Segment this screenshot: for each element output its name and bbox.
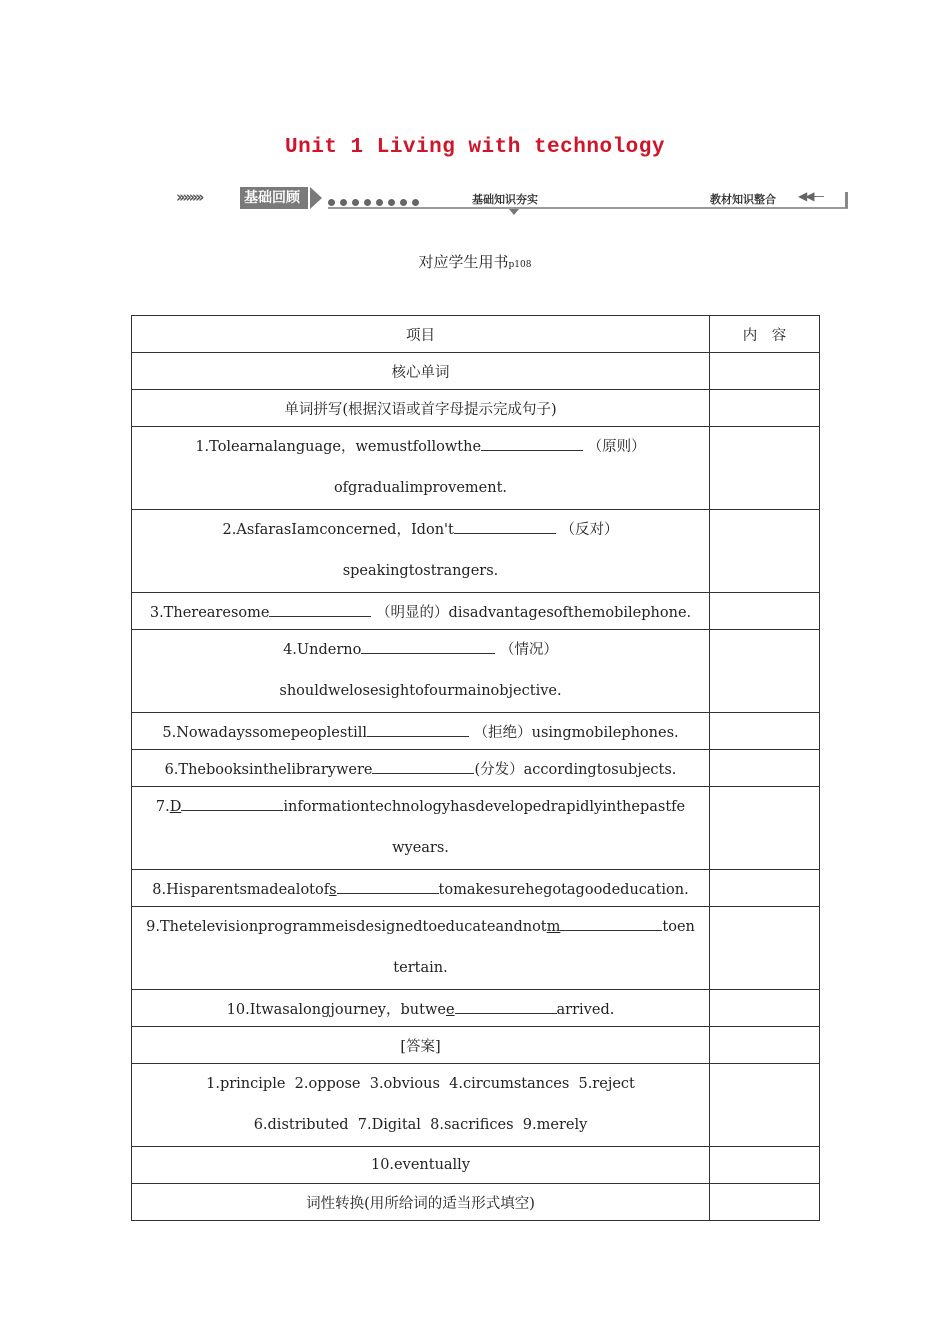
answer-blank: [455, 999, 557, 1014]
answer-blank: [337, 879, 439, 894]
question-text-line2: shouldwelosesightofourmainobjective.: [279, 683, 562, 699]
question-text: 8.Hisparentsmadealotof: [152, 881, 330, 898]
content-cell: [710, 907, 820, 990]
answers-row: [132, 1147, 820, 1184]
subsection-spelling: 单词拼写(根据汉语或首字母提示完成句子): [132, 390, 710, 427]
banner-end-bar: [845, 192, 848, 208]
subsection-row: [132, 390, 820, 427]
question-6: [132, 750, 710, 787]
content-cell: [710, 390, 820, 427]
banner-middle-label: 基础知识夯实: [472, 193, 538, 206]
reference-page: p108: [508, 260, 532, 270]
answer-blank: [560, 916, 662, 931]
answer-label-row: [132, 1027, 820, 1064]
question-text: 5.Nowadayssomepeoplestill: [162, 724, 368, 741]
content-cell: [710, 1184, 820, 1221]
table-header-row: [132, 316, 820, 353]
content-cell: [710, 870, 820, 907]
question-hint: （拒绝）usingmobilephones.: [473, 724, 679, 741]
answer-blank: [372, 759, 474, 774]
content-cell: [710, 1027, 820, 1064]
header-content: 内 容: [710, 316, 820, 353]
question-9: [132, 907, 710, 990]
table-row: [132, 713, 820, 750]
question-text: 2.AsfarasIamconcerned，Idon't: [222, 522, 454, 538]
double-arrow-icon: ››››››››: [176, 188, 202, 206]
book-reference: [0, 251, 950, 272]
content-cell: [710, 510, 820, 593]
question-text-rest: informationtechnologyhasdevelopedrapidlyinthepastfe: [283, 799, 686, 815]
caret-down-icon: [509, 209, 519, 215]
answers-row: [132, 1064, 820, 1147]
reference-text: 对应学生用书: [418, 253, 509, 271]
section-tag: 基础回顾: [240, 187, 308, 209]
question-text-rest: toen: [662, 919, 695, 935]
question-text-line2: tertain.: [393, 960, 448, 976]
table-row: [132, 630, 820, 713]
question-hint: （情况）: [499, 642, 558, 658]
content-cell: [710, 427, 820, 510]
table-row: [132, 870, 820, 907]
answer-blank: [181, 796, 283, 811]
question-text: 10.Itwasalongjourney，butwe: [226, 1001, 446, 1018]
page-title: Unit 1 Living with technology: [285, 136, 665, 159]
initial-letter: D: [169, 799, 182, 815]
question-text: 9.Thetelevisionprogrammeisdesignedtoeducateandnot: [146, 919, 547, 935]
content-cell: [710, 1064, 820, 1147]
table-row: [132, 593, 820, 630]
subsection-word-forms: 词性转换(用所给词的适当形式填空): [132, 1184, 710, 1221]
answers-line-2: 6.distributed 7.Digital 8.sacrifices 9.merely: [253, 1117, 588, 1133]
question-text: 7.: [155, 799, 170, 815]
subsection-row: [132, 1184, 820, 1221]
table-row: [132, 750, 820, 787]
banner-right-label: 教材知识整合: [710, 193, 776, 206]
initial-letter: e: [445, 1001, 455, 1018]
question-text-line2: speakingtostrangers.: [342, 563, 499, 579]
question-3: [132, 593, 710, 630]
table-row: [132, 510, 820, 593]
question-2: [132, 510, 710, 593]
question-hint: （原则）: [587, 439, 646, 455]
answer-blank: [361, 639, 495, 654]
left-arrow-icon: ◀◀—: [798, 189, 823, 203]
question-text-line2: ofgradualimprovement.: [333, 480, 508, 496]
content-cell: [710, 787, 820, 870]
answer-label: [答案]: [132, 1027, 710, 1064]
question-7: [132, 787, 710, 870]
content-cell: [710, 750, 820, 787]
question-10: [132, 990, 710, 1027]
question-text-rest: arrived.: [556, 1001, 615, 1018]
answers-line-1: 1.principle 2.oppose 3.obvious 4.circumstances 5.reject: [206, 1076, 635, 1092]
banner-divider: [328, 207, 848, 209]
table-row: [132, 427, 820, 510]
question-text: 3.Therearesome: [149, 604, 270, 621]
question-text-line2: wyears.: [392, 840, 449, 856]
question-hint: (分发）accordingtosubjects.: [474, 761, 677, 778]
tag-arrow-icon: [310, 187, 322, 209]
question-text: 6.Thebooksinthelibrarywere: [164, 761, 373, 778]
question-1: [132, 427, 710, 510]
question-5: [132, 713, 710, 750]
initial-letter: s: [329, 881, 337, 898]
table-row: [132, 787, 820, 870]
answer-blank: [454, 519, 556, 534]
question-text: 4.Underno: [283, 642, 362, 658]
content-cell: [710, 713, 820, 750]
question-hint: （反对）: [560, 522, 619, 538]
question-hint: （明显的）disadvantagesofthemobilephone.: [376, 604, 692, 621]
content-cell: [710, 593, 820, 630]
answer-blank: [367, 722, 469, 737]
question-8: [132, 870, 710, 907]
exercise-table: [131, 315, 820, 1221]
question-text-rest: tomakesurehegotagoodeducation.: [438, 881, 689, 898]
content-cell: [710, 630, 820, 713]
table-row: [132, 990, 820, 1027]
answer-blank: [269, 602, 371, 617]
content-cell: [710, 990, 820, 1027]
content-cell: [710, 353, 820, 390]
content-cell: [710, 1147, 820, 1184]
question-4: [132, 630, 710, 713]
answer-blank: [481, 436, 583, 451]
section-banner: [176, 186, 848, 212]
initial-letter: m: [546, 919, 561, 935]
table-row: [132, 907, 820, 990]
section-core-words: 核心单词: [132, 353, 710, 390]
answers-line-3: 10.eventually: [132, 1147, 710, 1184]
section-row: [132, 353, 820, 390]
header-item: 项目: [132, 316, 710, 353]
answers-block: [132, 1064, 710, 1147]
question-text: 1.Tolearnalanguage，wemustfollowthe: [195, 439, 482, 455]
